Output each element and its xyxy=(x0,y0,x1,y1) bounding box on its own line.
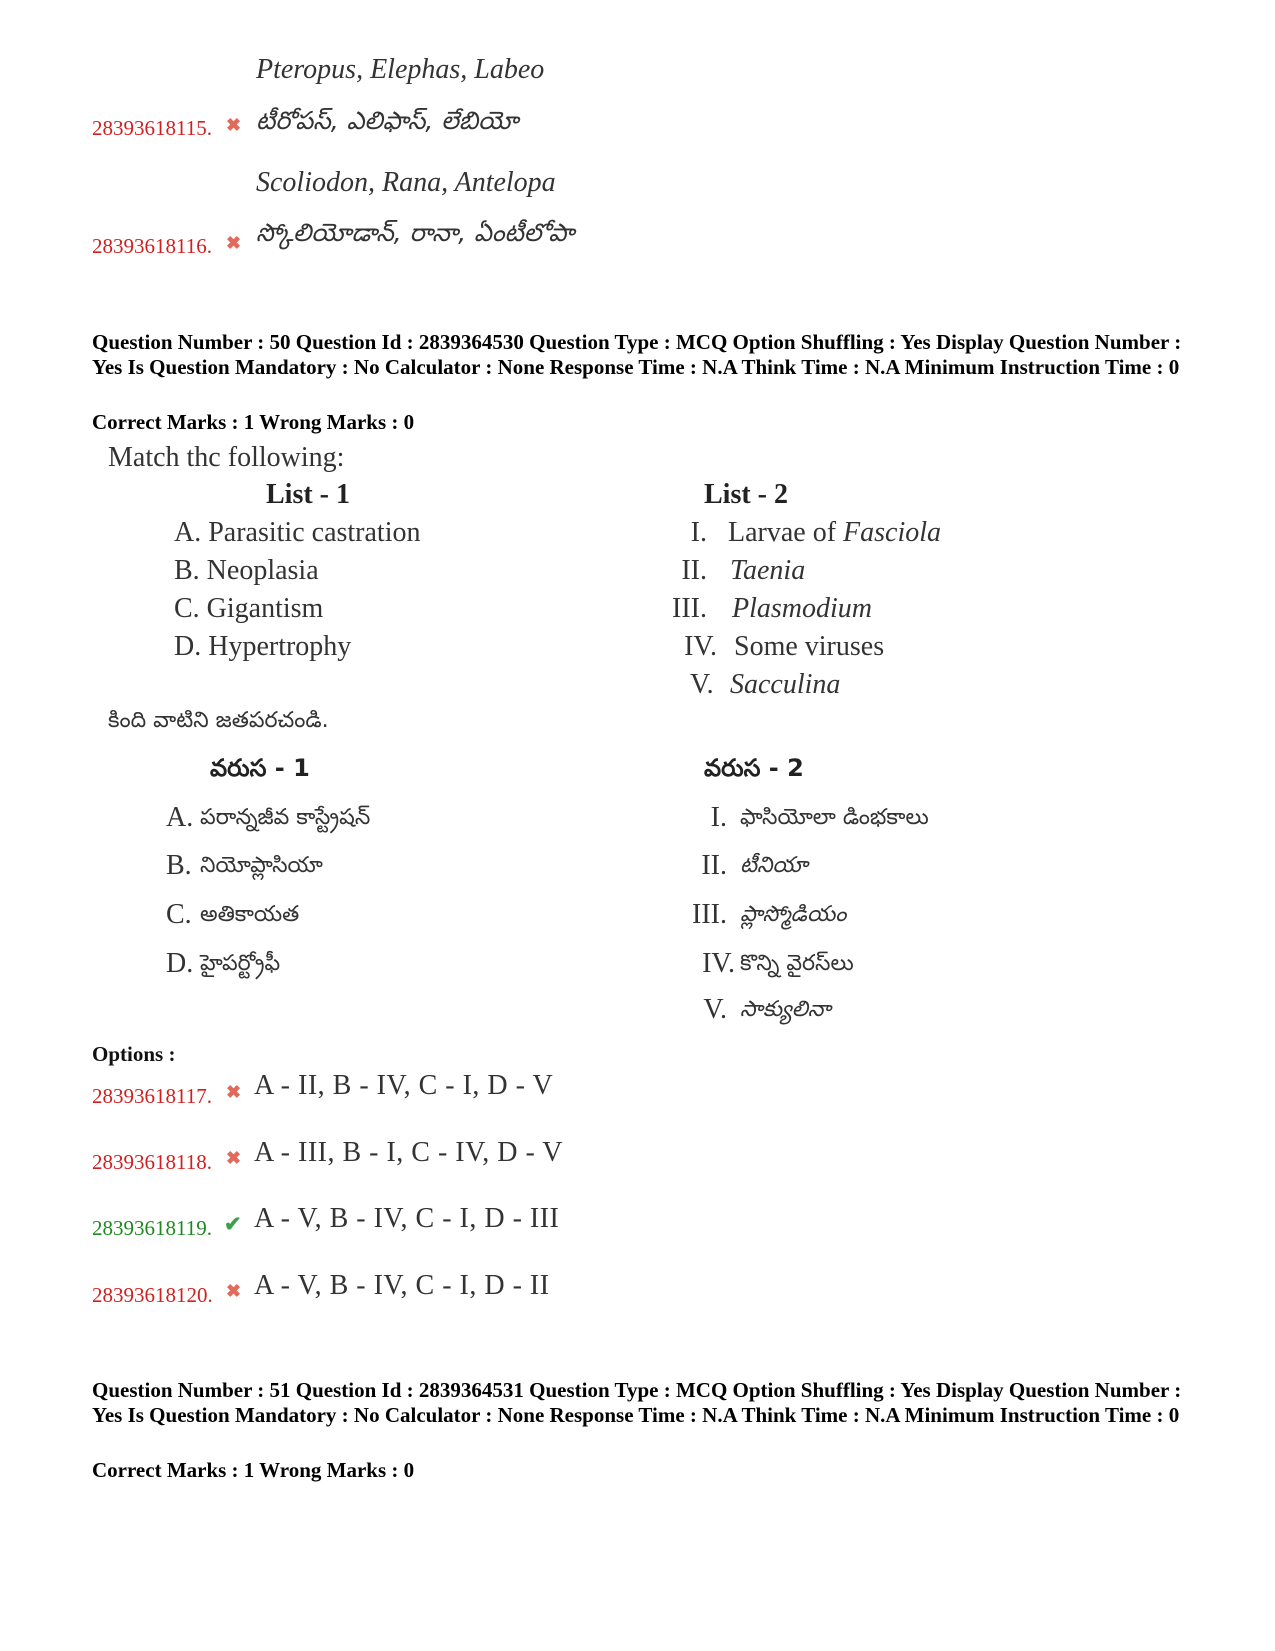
list-2-heading: List - 2 xyxy=(704,479,788,510)
list-1-item-d: D. Hypertrophy xyxy=(174,631,352,662)
question-51-meta: Question Number : 51 Question Id : 2839364531 Question Type : MCQ Option Shuffling : Yes Display Question Number : Yes Is Question Mandatory : No Calculator : None Response Time : N.A Think Time : N.A Minimum Instruction Time : 0 xyxy=(92,1378,1182,1427)
list-1-item-c: C. Gigantism xyxy=(174,593,324,624)
list-1-item-a: A. Parasitic castration xyxy=(174,517,421,548)
option-115-english: Pteropus, Elephas, Labeo xyxy=(256,54,545,85)
telugu-list-1-item-b: నియోప్లాసియా xyxy=(200,853,323,878)
list-2-item-v-clip xyxy=(680,668,940,696)
option-120-id: 28393618120. xyxy=(92,1283,213,1307)
list-2-item-ii: Taenia xyxy=(730,555,806,586)
option-115-telugu: టీరోపస్, ఎలిఫాస్, లేబియో xyxy=(256,106,519,135)
option-116-telugu: స్కోలియోడాన్, రానా, ఏంటీలోపా xyxy=(256,218,575,247)
wrong-mark-icon: ✖ xyxy=(226,1148,242,1168)
wrong-mark-icon: ✖ xyxy=(226,115,242,135)
telugu-list-2-item-i: ఫాసియోలా డింభకాలు xyxy=(740,805,929,830)
telugu-list-1-num-a: A. xyxy=(166,802,194,833)
list-2-num-ii: II. xyxy=(681,555,707,586)
list-2-item-iv: Some viruses xyxy=(734,631,885,662)
question-51-marks: Correct Marks : 1 Wrong Marks : 0 xyxy=(92,1458,415,1482)
question-50-marks: Correct Marks : 1 Wrong Marks : 0 xyxy=(92,410,415,434)
option-117-text[interactable]: A - II, B - IV, C - I, D - V xyxy=(254,1070,554,1101)
option-117-id: 28393618117. xyxy=(92,1084,212,1108)
telugu-list-2-item-ii: టీనియా xyxy=(740,853,808,878)
telugu-list-2-item-iii: ప్లాస్మోడియం xyxy=(740,902,847,927)
telugu-list-1-item-d: హైపర్ట్రోఫీ xyxy=(200,951,281,976)
list-2-item-i: Larvae of Fasciola xyxy=(728,517,942,548)
instruction-english: Match thc following: xyxy=(108,442,345,473)
list-2-item-iii: Plasmodium xyxy=(732,593,872,624)
list-2-num-i: I. xyxy=(690,517,707,548)
list-2-item-v: Sacculina xyxy=(730,669,841,696)
telugu-list-1-heading: వరుస - 1 xyxy=(210,754,310,782)
telugu-list-1-num-d: D. xyxy=(166,948,194,979)
telugu-list-2-item-iv: కొన్ని వైరస్‌లు xyxy=(740,951,854,976)
option-119-text[interactable]: A - V, B - IV, C - I, D - III xyxy=(254,1203,560,1234)
list-2-num-iv: IV. xyxy=(684,631,717,662)
option-118-text[interactable]: A - III, B - I, C - IV, D - V xyxy=(254,1137,563,1168)
list-2-num-v: V. xyxy=(690,669,714,696)
question-50-meta: Question Number : 50 Question Id : 2839364530 Question Type : MCQ Option Shuffling : Yes Display Question Number : Yes Is Question Mandatory : No Calculator : None Response Time : N.A Think Time : N.A Minimum Instruction Time : 0 xyxy=(92,330,1182,379)
telugu-list-1-num-c: C. xyxy=(166,899,192,930)
option-118-id: 28393618118. xyxy=(92,1150,212,1174)
telugu-list-2-item-v: సాక్యులినా xyxy=(740,997,831,1022)
list-2-num-iii: III. xyxy=(672,593,707,624)
correct-check-icon: ✔ xyxy=(224,1212,242,1236)
list-1-heading: List - 1 xyxy=(266,479,350,510)
telugu-list-1-item-a: పరాన్నజీవ కాస్ట్రేషన్ xyxy=(200,805,371,830)
list-1-item-b: B. Neoplasia xyxy=(174,555,319,586)
telugu-list-2-num-iv: IV. xyxy=(702,948,735,979)
telugu-list-2-num-ii: II. xyxy=(701,850,727,881)
wrong-mark-icon: ✖ xyxy=(226,233,242,253)
options-label: Options : xyxy=(92,1042,176,1066)
option-116-english: Scoliodon, Rana, Antelopa xyxy=(256,167,556,198)
instruction-telugu: కింది వాటిని జతపరచండి. xyxy=(108,708,329,733)
telugu-list-1-item-c: అతికాయత xyxy=(200,902,300,927)
telugu-list-2-heading: వరుస - 2 xyxy=(704,754,804,782)
option-119-id: 28393618119. xyxy=(92,1216,212,1240)
telugu-list-2-num-v: V. xyxy=(703,994,727,1025)
option-115-id: 28393618115. xyxy=(92,116,212,140)
telugu-list-2-num-i: I. xyxy=(710,802,727,833)
option-120-text[interactable]: A - V, B - IV, C - I, D - II xyxy=(254,1270,550,1301)
wrong-mark-icon: ✖ xyxy=(226,1281,242,1301)
wrong-mark-icon: ✖ xyxy=(226,1082,242,1102)
option-116-id: 28393618116. xyxy=(92,234,212,258)
telugu-list-1-num-b: B. xyxy=(166,850,192,881)
telugu-list-2-num-iii: III. xyxy=(692,899,727,930)
